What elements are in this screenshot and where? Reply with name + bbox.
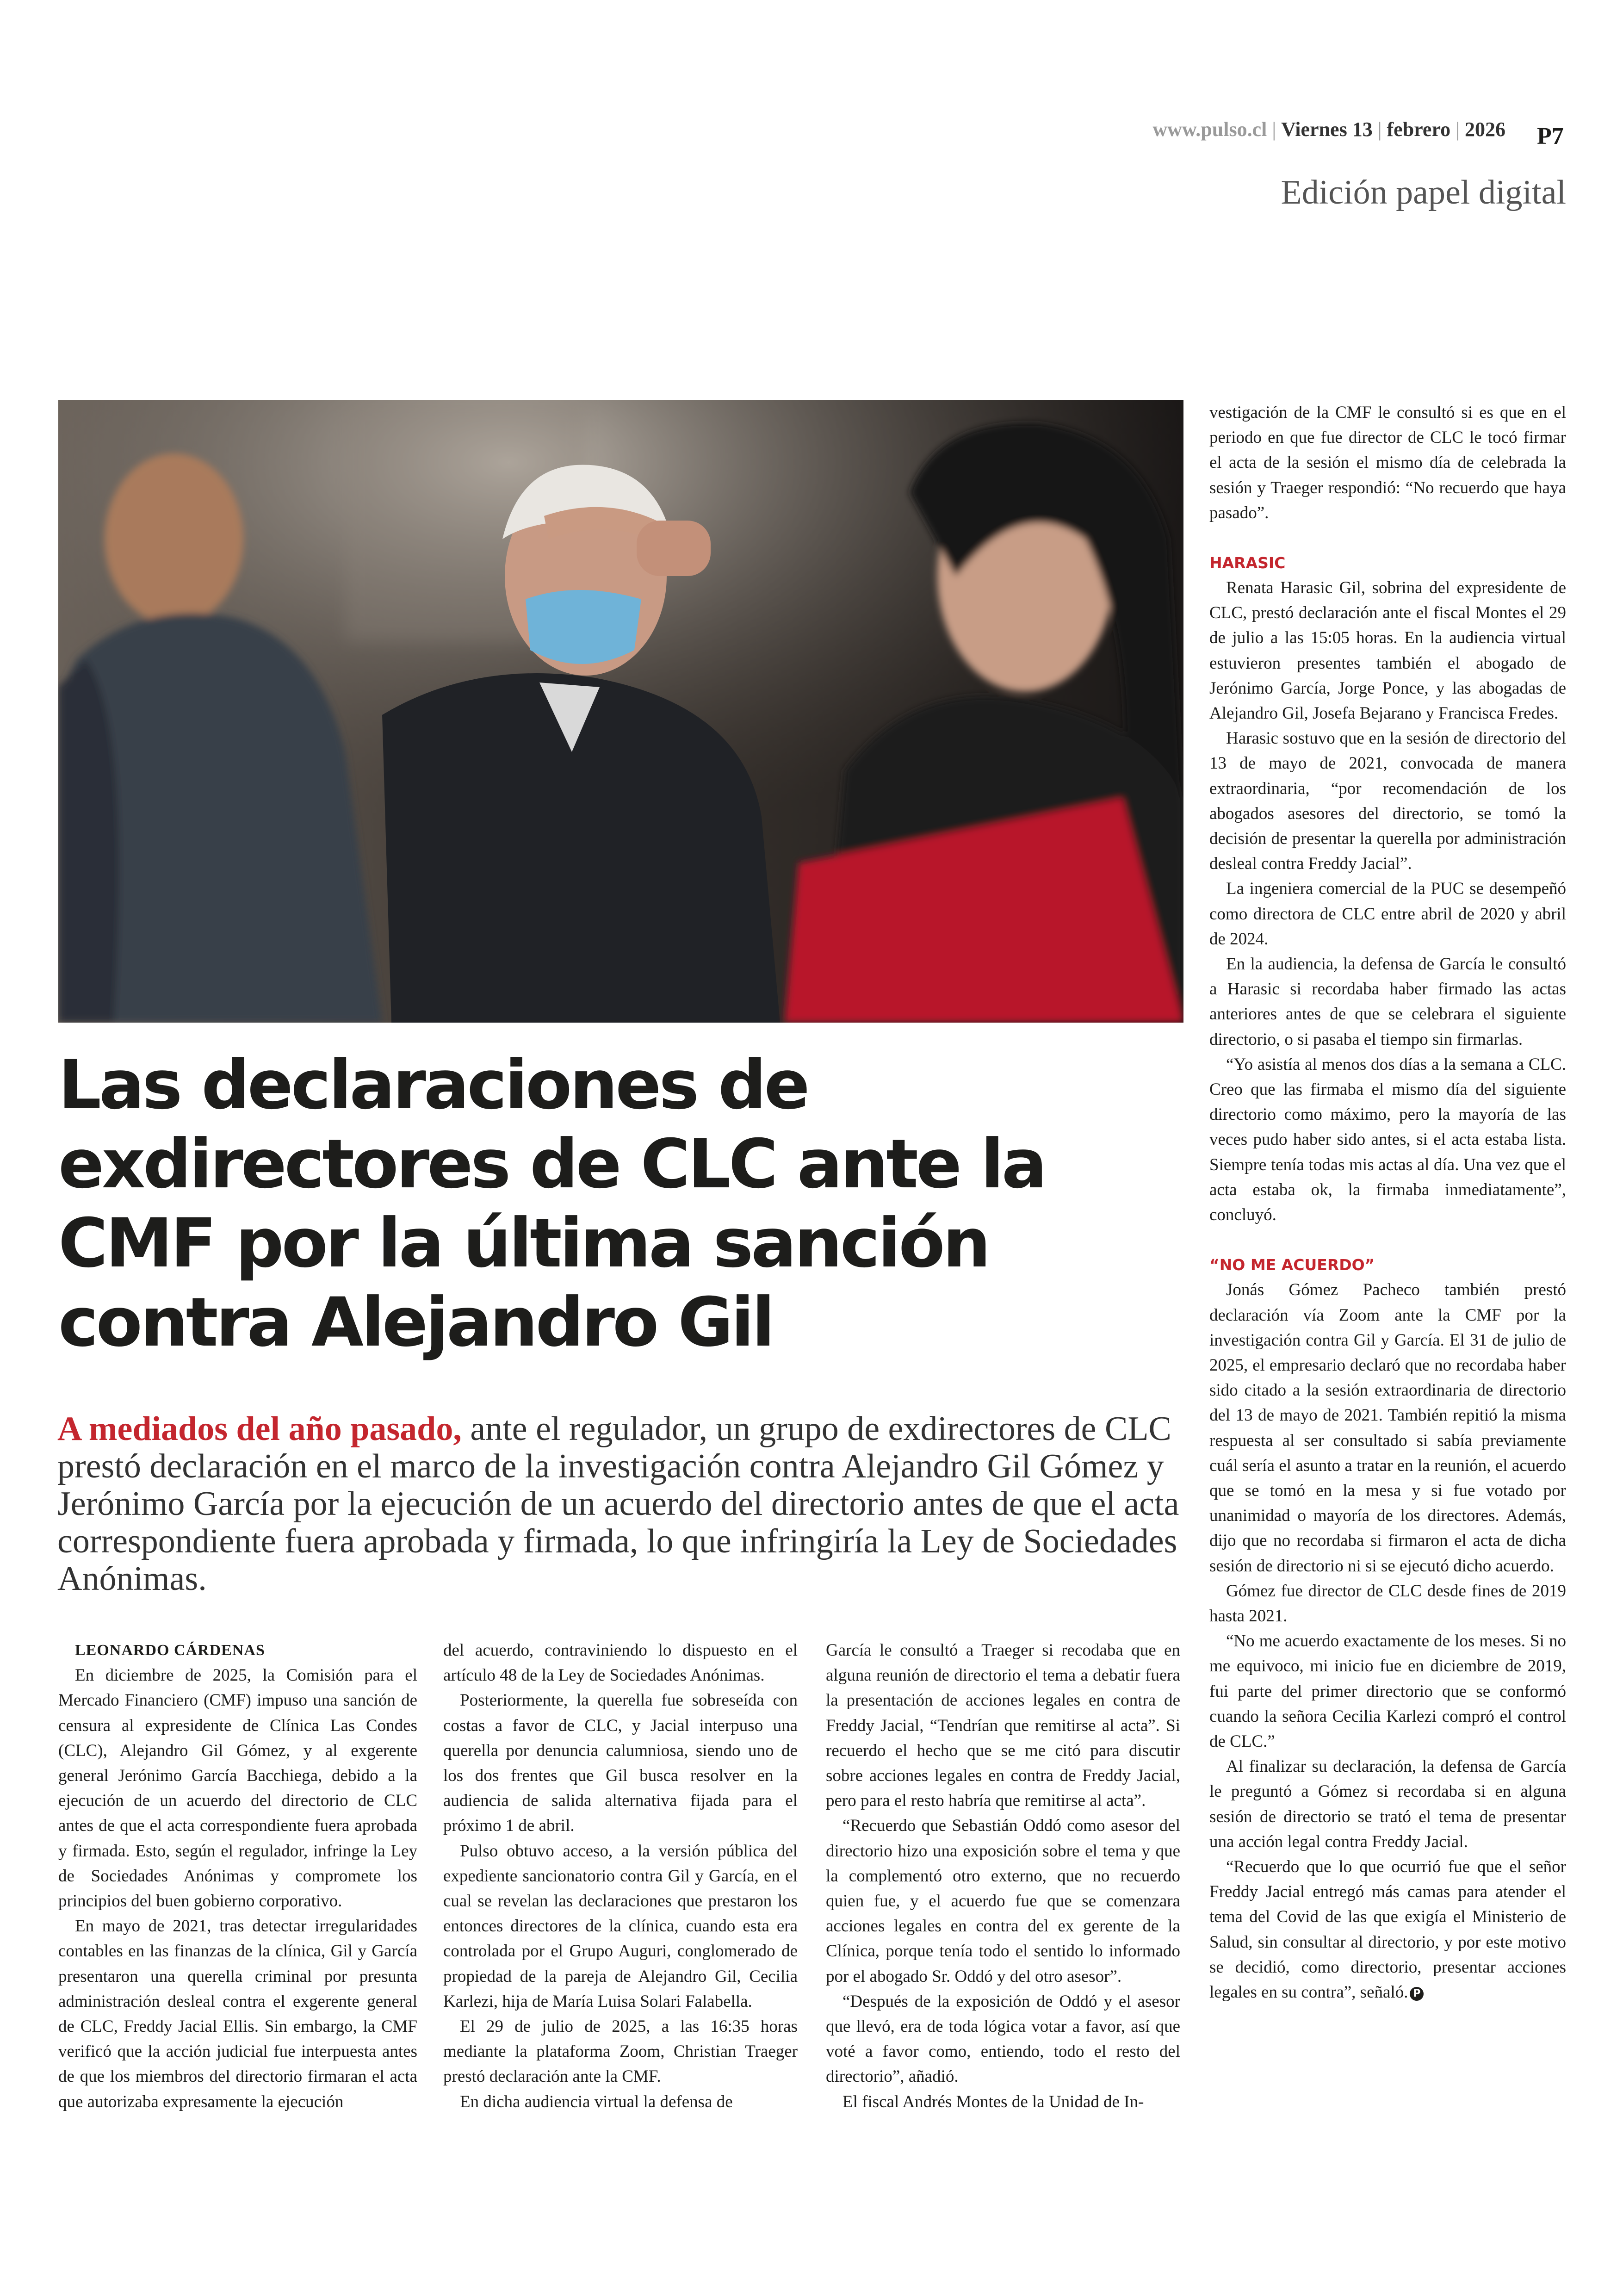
date-month: febrero [1387,118,1451,141]
news-photo [58,400,1183,1023]
section-subhead-no-me-acuerdo: “NO ME ACUERDO” [1209,1256,1375,1274]
deck-lead: A mediados del año pasado, [57,1410,462,1448]
date-year: 2026 [1465,118,1505,141]
paragraph: “Recuerdo que Sebastián Oddó como asesor del directorio hizo una exposición sobre el tema y que la complementó otro externo, que no recuerdo quien fue, y el acuerdo fue que se comenzara acciones legales en contra del ex gerente de la Clínica, porque tenía todo el sentido lo informado por el abogado Sr. Oddó y del otro asesor”. [826,1816,1180,1986]
article-column-4 [1209,400,1566,2005]
article-column-1 [58,1638,417,2115]
deck [57,1410,1186,1598]
separator: | [1377,118,1387,141]
separator: | [1272,118,1282,141]
paragraph: En la audiencia, la defensa de García le consultó a Harasic si recordaba haber firmado las actas anteriores antes de que se celebrara el siguiente directorio, o si pasaba el tiempo sin firmarlas. [1209,955,1566,1049]
paragraph: En mayo de 2021, tras detectar irregularidades contables en las finanzas de la clínica, Gil y García presentaron una querella criminal por presunta administración desleal contra el exgerente general de CLC, Freddy Jacial Ellis. Sin embargo, la CMF verificó que la acción judicial fue interpuesta antes de que los miembros del directorio firmaran el acta que autorizaba expresamente la ejecución [58,1917,417,2111]
article-column-2 [443,1638,798,2115]
date-weekday-day: Viernes 13 [1281,118,1373,141]
page-number: P7 [1537,123,1564,149]
paragraph: El fiscal Andrés Montes de la Unidad de In- [842,2092,1144,2111]
paragraph: Renata Harasic Gil, sobrina del expresidente de CLC, prestó declaración ante el fiscal Montes el 29 de julio a las 15:05 horas. En la audiencia virtual estuvieron presentes también el abogado de Jerónimo García, Jorge Ponce, y las abogadas de Alejandro Gil, Josefa Bejarano y Francisca Fredes. [1209,578,1566,723]
paragraph-final [1209,1855,1566,2005]
masthead-dateline [0,119,1566,140]
end-of-article-icon: P [1410,1987,1424,2001]
paragraph: vestigación de la CMF le consultó si es que en el periodo en que fue director de CLC le tocó firmar el acta de la sesión el mismo día de celebrada la sesión y Traeger respondió: “No recuerdo que haya pasado”. [1209,403,1566,522]
paragraph: “Después de la exposición de Oddó y el asesor que llevó, era de toda lógica votar a favor, así que voté a favor como, entiendo, todo el resto del directorio”, añadió. [826,1992,1180,2086]
paragraph: Jonás Gómez Pacheco también prestó declaración vía Zoom ante la CMF por la investigación contra Gil y García. El 31 de julio de 2025, el empresario declaró que no recordaba haber sido citado a la sesión extraordinaria de directorio del 13 de mayo de 2021. También repitió la misma respuesta al ser consultado si sabía previamente cuál sería el asunto a tratar en la reunión, el acuerdo que se tomó en la mesa y si fue votado por unanimidad o mayoría de los directores. Además, dijo que no recordaba si firmaron el acta de dicha sesión de directorio ni si se ejecutó dicho acuerdo. [1209,1280,1566,1576]
edition-label: Edición papel digital [1281,174,1566,211]
headline: Las declaraciones de exdirectores de CLC ante la CMF por la última sanción contra Alejandro Gil [58,1046,1045,1362]
separator: | [1456,118,1465,141]
paragraph: El 29 de julio de 2025, a las 16:35 horas mediante la plataforma Zoom, Christian Traeger prestó declaración ante la CMF. [443,2017,798,2086]
article-column-3 [826,1638,1180,2115]
paragraph: “Yo asistía al menos dos días a la semana a CLC. Creo que las firmaba el mismo día del siguiente directorio como máximo, pero la mayoría de las veces pudo haber sido antes, si el acta estaba lista. Siempre tenía todas mis actas al día. Una vez que el acta estaba ok, la firmaba inmediatamente”, concluyó. [1209,1055,1566,1225]
paragraph: del acuerdo, contraviniendo lo dispuesto en el artículo 48 de la Ley de Sociedades Anónimas. [443,1641,798,1685]
paragraph: En diciembre de 2025, la Comisión para el Mercado Financiero (CMF) impuso una sanción de censura al expresidente de Clínica Las Condes (CLC), Alejandro Gil Gómez, y al exgerente general Jerónimo García Bacchiega, debido a la ejecución de un acuerdo del directorio de CLC antes de que el acta correspondiente fuera aprobada y firmada. Esto, según el regulador, infringe la Ley de Sociedades Anónimas y compromete los principios del buen gobierno corporativo. [58,1666,417,1911]
paragraph: García le consultó a Traeger si recodaba que en alguna reunión de directorio el tema a debatir fuera la presentación de acciones legales en contra de Freddy Jacial, “Tendrían que remitirse al acta”. Si recuerdo el hecho que se me citó para discutir sobre acciones legales en contra de Freddy Jacial, pero para el resto habría que remitirse al acta”. [826,1641,1180,1811]
paragraph: Posteriormente, la querella fue sobreseída con costas a favor de CLC, y Jacial interpuso una querella por denuncia calumniosa, siendo uno de los dos frentes que Gil busca resolver en la audiencia de salida alternativa fijada para el próximo 1 de abril. [443,1691,798,1836]
paragraph: “No me acuerdo exactamente de los meses. Si no me equivoco, mi inicio fue en diciembre de 2019, fui parte del primer directorio que se conformó cuando la señora Cecilia Karlezi compró el control de CLC.” [1209,1632,1566,1751]
paragraph: La ingeniera comercial de la PUC se desempeñó como directora de CLC entre abril de 2020 y abril de 2024. [1209,879,1566,949]
paragraph: Gómez fue director de CLC desde fines de 2019 hasta 2021. [1209,1581,1566,1626]
photo-illustration [58,400,1183,1023]
paragraph: En dicha audiencia virtual la defensa de [460,2092,733,2111]
deck-text: ante el regulador, un grupo de exdirectores de CLC prestó declaración en el marco de la investigación contra Alejandro Gil Gómez y Jerónimo García por la ejecución de un acuerdo del directorio antes de que el acta correspondiente fuera aprobada y firmada, lo que infringiría la Ley de Sociedades Anónimas. [57,1410,1179,1598]
paragraph: Al finalizar su declaración, la defensa de García le preguntó a Gómez si recordaba si en alguna sesión de directorio se trató el tema de presentar una acción legal contra Freddy Jacial. [1209,1757,1566,1851]
paragraph: Pulso obtuvo acceso, a la versión pública del expediente sancionatorio contra Gil y García, en el cual se revelan las declaraciones que prestaron los entonces directores de la clínica, cuando esta era controlada por el Grupo Auguri, conglomerado de propiedad de la pareja de Alejandro Gil, Cecilia Karlezi, hija de María Luisa Solari Falabella. [443,1841,798,2011]
paragraph-text: “Recuerdo que lo que ocurrió fue que el señor Freddy Jacial entregó más camas para atender el tema del Covid de las que exigía el Ministerio de Salud, sin consultar al directorio, y por este motivo se decidió, como directorio, presentar acciones legales en su contra”, señaló. [1209,1857,1566,2002]
site-url[interactable]: www.pulso.cl [1152,118,1267,141]
section-subhead-harasic: HARASIC [1209,554,1286,572]
byline: LEONARDO CÁRDENAS [75,1642,265,1659]
paragraph: Harasic sostuvo que en la sesión de directorio del 13 de mayo de 2021, convocada de manera extraordinaria, “por recomendación de los abogados asesores del directorio, se tomó la decisión de presentar la querella por administración desleal contra Freddy Jacial”. [1209,729,1566,874]
